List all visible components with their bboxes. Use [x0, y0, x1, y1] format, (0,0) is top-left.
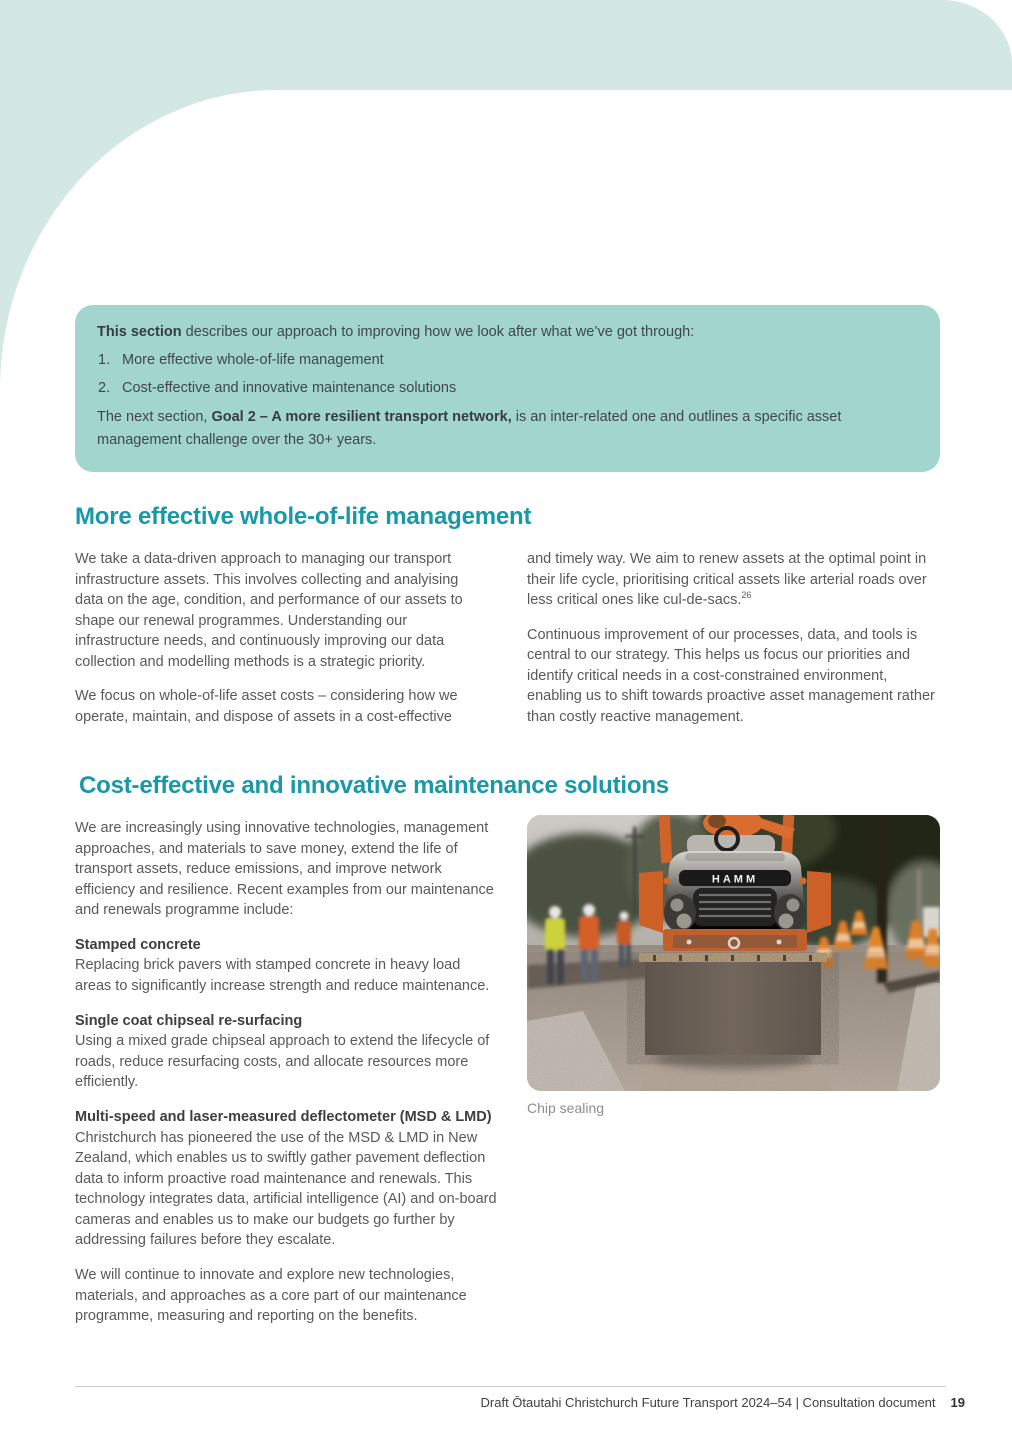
side-wing-right [807, 871, 831, 933]
maintenance-item [75, 1107, 499, 1251]
list-number: 2. [98, 380, 111, 397]
hamm-logo-text: HAMM [711, 873, 759, 886]
item-body: Replacing brick pavers with stamped concrete in heavy load areas to significantly increase strength and reduce maintenance. [75, 957, 490, 995]
photo-caption: Chip sealing [527, 1100, 605, 1116]
maintenance-item [75, 1011, 499, 1093]
section2-left-column [75, 818, 499, 1341]
road-texture [527, 965, 940, 1091]
maintenance-item [75, 935, 499, 997]
list-item-text: More effective whole-of-life management [122, 352, 384, 369]
callout-box [75, 305, 940, 472]
section2-title: Cost-effective and innovative maintenance solutions [79, 772, 669, 799]
callout-outro-pre: The next section, [97, 408, 212, 425]
road-roller-illustration [527, 815, 940, 1091]
footer-text: Draft Ōtautahi Christchurch Future Transport 2024–54 | Consultation document [480, 1395, 936, 1410]
paragraph: We are increasingly using innovative technologies, management approaches, and materials to save money, extend the life of transport assets, reduce emissions, and improve network efficiency and resilience. Recent examples from our maintenance and renewals programme include: [75, 820, 494, 919]
paragraph: We focus on whole-of-life asset costs – considering how we operate, maintain, and dispose of assets in a cost-effective [75, 688, 458, 726]
photo-figure [527, 815, 940, 1116]
section1-right-column [527, 549, 943, 742]
list-number: 1. [98, 352, 111, 369]
callout-intro [97, 321, 918, 344]
callout-list-item [98, 377, 918, 400]
paragraph: We will continue to innovate and explore new technologies, materials, and approaches as a core part of our maintenance programme, measuring and reporting on the benefits. [75, 1266, 467, 1325]
item-body: Christchurch has pioneered the use of the MSD & LMD in New Zealand, which enables us to swiftly gather pavement deflection data to inform proactive road maintenance and renewals. This technology integrates data, artificial intelligence (AI) and on-board cameras and enables us to make our budgets go further by addressing failures before they escalate. [75, 1129, 497, 1249]
paragraph [527, 549, 943, 611]
chip-sealing-photo [527, 815, 940, 1091]
item-heading: Stamped concrete [75, 936, 201, 953]
callout-outro-post: is an inter-related one and outlines a specific asset management challenge over the 30+ years. [97, 408, 842, 448]
callout-outro [97, 406, 897, 452]
section1-title: More effective whole-of-life management [75, 503, 532, 530]
callout-intro-text: describes our approach to improving how we look after what we’ve got through: [181, 324, 695, 340]
item-heading: Single coat chipseal re-surfacing [75, 1012, 303, 1029]
paragraph: We take a data-driven approach to managing our transport infrastructure assets. This involves collecting and analyising data on the age, condition, and performance of our assets to shape our renewal programmes. Understanding our infrastructure needs, and continuously improving our data collection and modelling methods is a strategic priority. [75, 551, 463, 670]
section1-columns [75, 549, 943, 742]
page-number: 19 [950, 1395, 965, 1410]
callout-list-item [98, 349, 918, 372]
decorative-mint-band [0, 0, 1012, 90]
grille [693, 888, 777, 926]
footer-rule [75, 1386, 946, 1387]
section1-left-column [75, 549, 477, 742]
item-body: Using a mixed grade chipseal approach to extend the lifecycle of roads, reduce resurfacing costs, and allocate resources more efficiently. [75, 1033, 490, 1091]
paragraph: Continuous improvement of our processes, data, and tools is central to our strategy. This helps us focus our priorities and identify critical needs in a cost-constrained environment, enabling us to shift towards proactive asset management rather than costly reactive management. [527, 626, 935, 726]
list-item-text: Cost-effective and innovative maintenance solutions [122, 380, 457, 397]
item-heading: Multi-speed and laser-measured deflectometer (MSD & LMD) [75, 1108, 492, 1125]
callout-outro-bold: Goal 2 – A more resilient transport network, [211, 408, 512, 425]
footer [481, 1395, 965, 1410]
paragraph-text: and timely way. We aim to renew assets at the optimal point in their life cycle, prioritising critical assets like arterial roads over less critical ones like cul-de-sacs. [527, 551, 927, 609]
callout-intro-bold: This section [97, 324, 182, 340]
side-wing-left [639, 871, 663, 933]
footnote-marker: 26 [741, 590, 752, 601]
